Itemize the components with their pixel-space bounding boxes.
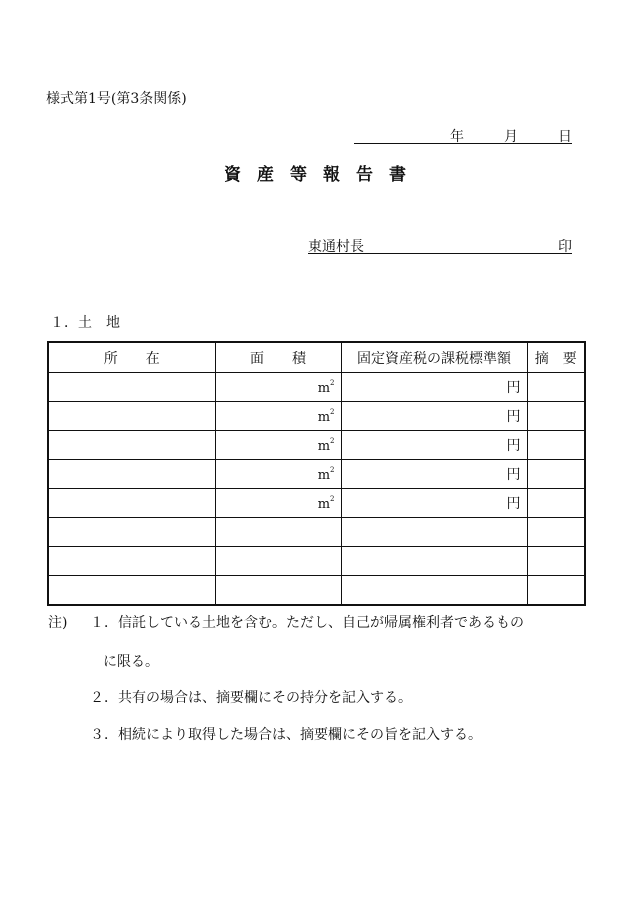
cell-area[interactable] xyxy=(215,460,341,489)
notes-label: 注) xyxy=(48,615,68,631)
cell-area[interactable] xyxy=(215,547,341,576)
note-item-3: ３．相続により取得した場合は、摘要欄にその旨を記入する。 xyxy=(90,727,482,743)
area-unit: $m^2$ xyxy=(317,465,335,483)
cell-tax-base[interactable] xyxy=(341,460,527,489)
addressee-field xyxy=(308,236,572,254)
cell-area[interactable] xyxy=(215,402,341,431)
table-row xyxy=(48,460,585,489)
date-day-label: 日 xyxy=(558,129,572,145)
table-row xyxy=(48,402,585,431)
cell-area[interactable] xyxy=(215,489,341,518)
cell-area[interactable] xyxy=(215,431,341,460)
cell-tax-base[interactable] xyxy=(341,402,527,431)
cell-tax-base[interactable] xyxy=(341,431,527,460)
cell-tax-base[interactable] xyxy=(341,373,527,402)
table-row xyxy=(48,489,585,518)
cell-tax-base[interactable] xyxy=(341,518,527,547)
header-remarks: 摘 要 xyxy=(527,342,585,373)
area-unit: $m^2$ xyxy=(317,494,335,512)
date-year-label: 年 xyxy=(450,129,464,145)
note-item-2: ２．共有の場合は、摘要欄にその持分を記入する。 xyxy=(90,690,412,706)
yen-unit: 円 xyxy=(506,496,521,512)
cell-remarks[interactable] xyxy=(527,460,585,489)
cell-area[interactable] xyxy=(215,373,341,402)
cell-location[interactable] xyxy=(48,518,215,547)
header-area: 面 積 xyxy=(215,342,341,373)
table-header-row xyxy=(48,342,585,373)
cell-location[interactable] xyxy=(48,576,215,606)
table-row xyxy=(48,431,585,460)
cell-location[interactable] xyxy=(48,460,215,489)
date-field xyxy=(354,126,572,144)
cell-tax-base[interactable] xyxy=(341,576,527,606)
cell-area[interactable] xyxy=(215,518,341,547)
area-unit: $m^2$ xyxy=(317,436,335,454)
yen-unit: 円 xyxy=(506,409,521,425)
header-tax-base: 固定資産税の課税標準額 xyxy=(341,342,527,373)
addressee-name: 東通村長 xyxy=(308,239,364,255)
yen-unit: 円 xyxy=(506,380,521,396)
date-month-label: 月 xyxy=(504,129,518,145)
cell-remarks[interactable] xyxy=(527,576,585,606)
table-row xyxy=(48,547,585,576)
cell-area[interactable] xyxy=(215,576,341,606)
cell-remarks[interactable] xyxy=(527,489,585,518)
table-row xyxy=(48,576,585,606)
table-row xyxy=(48,373,585,402)
yen-unit: 円 xyxy=(506,467,521,483)
document-title: 資産等報告書 xyxy=(224,165,422,185)
land-table xyxy=(47,341,586,606)
area-unit: $m^2$ xyxy=(317,407,335,425)
cell-location[interactable] xyxy=(48,489,215,518)
table-body xyxy=(48,373,585,606)
cell-remarks[interactable] xyxy=(527,547,585,576)
cell-remarks[interactable] xyxy=(527,402,585,431)
note-item-1-continued: に限る。 xyxy=(103,654,159,670)
cell-location[interactable] xyxy=(48,373,215,402)
cell-remarks[interactable] xyxy=(527,431,585,460)
form-number-label: 様式第1号(第3条関係) xyxy=(46,91,187,107)
table-row xyxy=(48,518,585,547)
cell-remarks[interactable] xyxy=(527,518,585,547)
cell-location[interactable] xyxy=(48,431,215,460)
area-unit: $m^2$ xyxy=(317,378,335,396)
yen-unit: 円 xyxy=(506,438,521,454)
cell-remarks[interactable] xyxy=(527,373,585,402)
cell-location[interactable] xyxy=(48,402,215,431)
header-location: 所 在 xyxy=(48,342,215,373)
cell-tax-base[interactable] xyxy=(341,547,527,576)
section-title-land: １．土 地 xyxy=(50,315,120,331)
note-item-1: １．信託している土地を含む。ただし、自己が帰属権利者であるもの xyxy=(90,615,524,631)
cell-location[interactable] xyxy=(48,547,215,576)
seal-mark: 印 xyxy=(558,239,572,255)
cell-tax-base[interactable] xyxy=(341,489,527,518)
